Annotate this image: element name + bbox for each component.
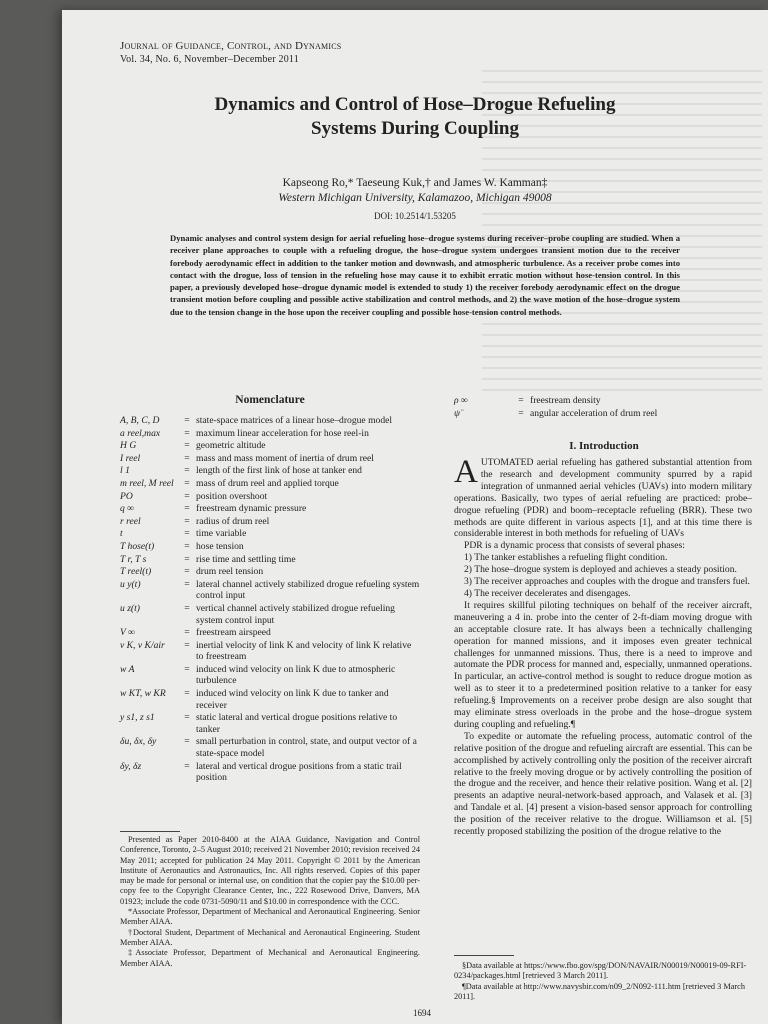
nomenclature-definition: state-space matrices of a linear hose–drogue model [196,415,393,426]
nomenclature-definition: position overshoot [196,490,268,502]
nomenclature-entry [120,554,420,566]
nomenclature-definition: static lateral and vertical drogue positions relative to tanker [196,712,398,735]
nomenclature-equals: = [184,760,190,772]
nomenclature-definition: maximum linear acceleration for hose reel-in [196,427,369,439]
journal-name: Journal of Guidance, Control, and Dynamics [120,40,342,52]
nomenclature-entry [120,541,420,553]
intro-paragraph-5: 3) The receiver approaches and couples with the drogue and transfers fuel. [464,576,750,588]
nomenclature-equals: = [184,688,190,700]
nomenclature-entry [120,736,420,759]
footnote-divider-right [454,955,514,956]
nomenclature-equals: = [518,407,524,419]
nomenclature-symbol: δy, δz [120,760,142,772]
nomenclature-definition: induced wind velocity on link K due to atmospheric turbulence [196,663,396,687]
nomenclature-symbol: u z(t) [120,602,140,614]
nomenclature-symbol: l 1 [120,465,130,477]
nomenclature-symbol: a reel,max [120,427,161,439]
intro-paragraph-7: It requires skillful piloting techniques on behalf of the receiver aircraft, maneuvering a 4 in. probe into the center of 2-ft-diam moving drogue with an acceptable closure rate. It has always been a technically challenging operation for manned missions, and it imposes even greater technical challenges for unmanned missions. Thus, there is a need to improve and automate the PDR process for manned and, especially, unmanned operations. In particular, an active-control method is sought to reduce drogue motion as well as to steer it to a predetermined position relative to a tanker for easy refueling.§ Improvements on a receiver probe design are also sought that may eliminate stress overloads in the probe and the hose–drogue system during coupling and refueling.¶ [454,599,752,730]
authors: Kapseong Ro,* Taeseung Kuk,† and James W. Kamman‡ [282,177,548,189]
nomenclature-symbol: t [120,528,123,540]
intro-paragraph-2: PDR is a dynamic process that consists of several phases: [464,540,685,552]
nomenclature-list-right [454,395,754,420]
nomenclature-definition: small perturbation in control, state, and output vector of a state-space model [196,736,417,760]
nomenclature-equals: = [184,663,190,675]
nomenclature-equals: = [184,440,190,452]
nomenclature-definition: lateral channel actively stabilized drogue refueling system control input [196,578,420,602]
nomenclature-symbol: u y(t) [120,578,141,590]
nomenclature-definition: geometric altitude [196,440,266,452]
nomenclature-entry [120,664,420,687]
nomenclature-entry [120,712,420,735]
nomenclature-equals: = [184,503,190,515]
nomenclature-symbol: I reel [120,452,141,464]
nomenclature-entry [120,516,420,528]
nomenclature-definition: freestream dynamic pressure [196,503,307,515]
footnote-author-3: ‡Associate Professor, Department of Mechanical and Aeronautical Engineering. Member AIAA. [120,948,420,968]
nomenclature-entry [454,395,754,407]
nomenclature-definition: angular acceleration of drum reel [530,407,658,419]
nomenclature-definition: freestream airspeed [196,627,271,639]
nomenclature-definition: time variable [196,528,247,540]
nomenclature-entry [454,408,754,420]
footnotes-left [120,835,420,969]
footnote-author-2: †Doctoral Student, Department of Mechanical and Aeronautical Engineering. Student Member AIAA. [120,927,420,947]
nomenclature-entry [120,503,420,515]
nomenclature-equals: = [184,566,190,578]
nomenclature-symbol: T hose(t) [120,540,155,552]
nomenclature-symbol: δu, δx, δy [120,736,157,748]
nomenclature-symbol: w A [120,663,135,675]
nomenclature-equals: = [184,639,190,651]
nomenclature-equals: = [184,465,190,477]
intro-paragraph-1: AUTOMATED aerial refueling has gathered substantial attention from the research and development community spurred by a rapid integration of unmanned aerial vehicles (UAVs) into modern military operations. Basically, two types of aerial refueling are practiced: probe–drogue refueling (PDR) and boom–receptacle refueling (BRR). These two methods are quite different in various aspects [1], and at this time there is considerable interest in both methods for refueling of UAVs [454,454,752,540]
nomenclature-entry [120,640,420,663]
nomenclature-equals: = [184,627,190,639]
nomenclature-equals: = [184,452,190,464]
nomenclature-definition: inertial velocity of link K and velocity of link K relative to freestream [196,639,412,663]
nomenclature-entry [120,491,420,503]
nomenclature-entry [120,579,420,602]
nomenclature-definition: induced wind velocity on link K due to tanker and receiver [196,688,389,711]
nomenclature-symbol: V ∞ [120,627,135,639]
footnotes-right [454,961,754,1002]
nomenclature-definition: mass and mass moment of inertia of drum reel [196,452,374,464]
nomenclature-title: Nomenclature [235,394,305,406]
nomenclature-definition: vertical channel actively stabilized drogue refueling system control input [196,602,395,626]
doi: DOI: 10.2514/1.53205 [374,211,456,221]
section-heading: I. Introduction [569,440,639,452]
nomenclature-symbol: q ∞ [120,503,135,515]
abstract: Dynamic analyses and control system design for aerial refueling hose–drogue systems during receiver–probe coupling are studied. When a receiver plane approaches to couple with a refueling drogue, the hose–drogue system undergoes transient motion due to the receiver forebody aerodynamic effect in addition to the tanker motion and downwash, and atmospheric turbulence. As a receiver probe comes into contact with the drogue, loss of tension in the refueling hose may cause it to exhibit erratic motion without hose-tension control. In this paper, a previously developed hose–drogue dynamic model is extended to study 1) the receiver forebody aerodynamic effect on the drogue transient motion before coupling and possible active stabilization and control methods, and 2) the wave motion of the hose–drogue system due to the tension change in the hose upon the receiver coupling and possible hose-tension control methods. [170,233,680,317]
nomenclature-equals: = [184,578,190,590]
nomenclature-entry [120,440,420,452]
nomenclature-entry [120,603,420,626]
nomenclature-entry [120,627,420,639]
nomenclature-entry [120,428,420,440]
nomenclature-equals: = [184,602,190,614]
intro-paragraph-4: 2) The hose–drogue system is deployed and achieves a steady position. [464,564,737,576]
nomenclature-entry [120,415,420,427]
nomenclature-symbol: ψ̈ [454,407,460,419]
nomenclature-symbol: ρ ∞ [454,395,468,406]
nomenclature-definition: drum reel tension [196,566,264,578]
nomenclature-definition: freestream density [530,395,601,406]
intro-paragraph-6: 4) The receiver decelerates and disengages. [464,587,631,599]
nomenclature-definition: radius of drum reel [196,515,270,527]
nomenclature-definition: lateral and vertical drogue positions from a static trail position [196,760,402,784]
nomenclature-equals: = [184,736,190,748]
footnote-author-1: *Associate Professor, Department of Mechanical and Aeronautical Engineering. Senior Member AIAA. [120,907,420,927]
nomenclature-definition: rise time and settling time [196,553,296,565]
page-number: 1694 [413,1008,431,1018]
nomenclature-equals: = [184,712,190,724]
nomenclature-equals: = [184,540,190,552]
nomenclature-entry [120,761,420,784]
drop-cap: A [454,454,478,490]
nomenclature-equals: = [184,515,190,527]
nomenclature-symbol: v K, v K/air [120,639,165,651]
nomenclature-entry [120,528,420,540]
nomenclature-symbol: r reel [120,515,141,527]
nomenclature-equals: = [184,477,190,489]
title-line-2: Systems During Coupling [311,118,519,139]
introduction-body [454,454,752,838]
nomenclature-entry [120,465,420,477]
nomenclature-symbol: T reel(t) [120,566,152,578]
journal-page [62,10,768,1024]
nomenclature-equals: = [184,427,190,439]
footnote-data-1: §Data available at https://www.fbo.gov/spg/DON/NAVAIR/N00019/N00019-09-RFI-0234/packages.html [retrieved 3 March 2011]. [454,961,747,981]
nomenclature-symbol: A, B, C, D [120,415,160,426]
nomenclature-symbol: m reel, M reel [120,477,174,489]
nomenclature-equals: = [184,490,190,502]
nomenclature-equals: = [184,415,190,426]
nomenclature-equals: = [184,528,190,540]
nomenclature-entry [120,453,420,465]
journal-header [120,40,341,66]
nomenclature-symbol: T r, T s [120,553,147,565]
nomenclature-equals: = [184,553,190,565]
nomenclature-symbol: H G [120,440,137,452]
nomenclature-definition: mass of drum reel and applied torque [196,477,339,489]
nomenclature-symbol: PO [120,490,133,502]
intro-paragraph-8: To expedite or automate the refueling process, automatic control of the relative position of the drogue and refueling aircraft are essential. This can be accomplished by actively controlling only the position of the receiver aircraft relative to the freely moving drogue or by actively controlling the position of the drogue and the receiver, and hence their relative position. Wang et al. [2] presents an adaptive neural-network-based approach, and Valasek et al. [3] and Tandale et al. [4] present a vision-based sensor approach for controlling the position of the receiver relative to the drogue. Williamson et al. [5] recently proposed stabilizing the position of the drogue relative to the [454,730,752,838]
footnote-data-2: ¶Data available at http://www.navysbir.com/n09_2/N092-111.htm [retrieved 3 March 2011]. [454,981,746,1001]
paper-title [102,93,728,141]
intro-paragraph-3: 1) The tanker establishes a refueling flight condition. [464,552,668,564]
nomenclature-entry [120,566,420,578]
nomenclature-symbol: w KT, w KR [120,688,166,700]
title-line-1: Dynamics and Control of Hose–Drogue Refueling [214,94,616,115]
nomenclature-list-left [120,415,420,785]
affiliation: Western Michigan University, Kalamazoo, Michigan 49008 [278,192,552,204]
nomenclature-definition: length of the first link of hose at tanker end [196,465,362,477]
nomenclature-entry [120,478,420,490]
footnote-received: Presented as Paper 2010-8400 at the AIAA Guidance, Navigation and Control Conference, Toronto, 2–5 August 2010; received 21 November 2010; revision received 24 May 2011; accepted for publication 24 May 2011. Copyright © 2011 by the American Institute of Aeronautics and Astronautics, Inc. All rights reserved. Copies of this paper may be made for personal or internal use, on condition that the copier pay the $10.00 per-copy fee to the Copyright Clearance Center, Inc., 222 Rosewood Drive, Danvers, MA 01923; include the code 0731-5090/11 and $10.00 in correspondence with the CCC. [120,835,420,906]
journal-volume: Vol. 34, No. 6, November–December 2011 [120,54,299,65]
nomenclature-definition: hose tension [196,540,244,552]
nomenclature-symbol: y s1, z s1 [120,712,155,724]
nomenclature-entry [120,688,420,711]
footnote-divider-left [120,831,180,832]
nomenclature-equals: = [518,395,524,406]
